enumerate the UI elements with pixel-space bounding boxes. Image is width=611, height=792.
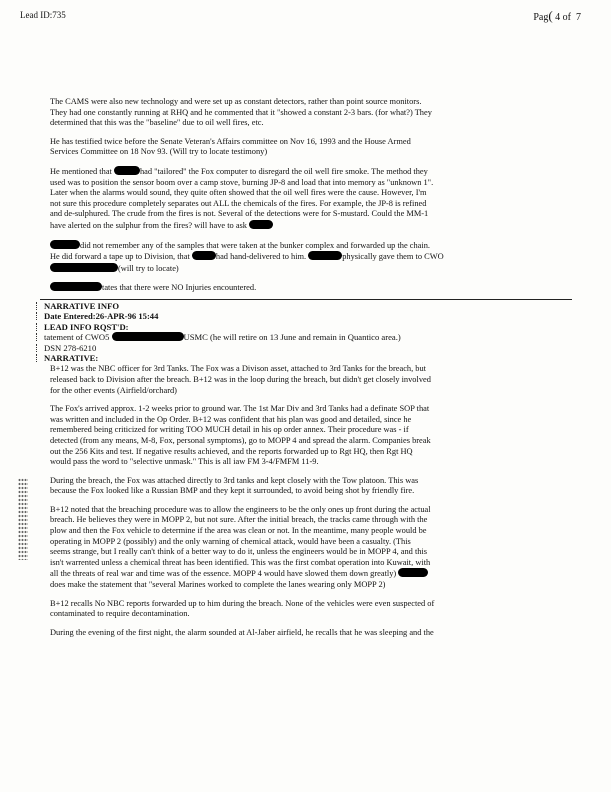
text-fragment: tates that there were NO Injuries encountered.: [102, 283, 257, 293]
statement-line-start: tatement of CWO5: [44, 332, 110, 343]
text-line: was written and included in the Op Order. B+12 was confident that his plan was good and detailed, since he: [50, 414, 412, 424]
scan-mark: [36, 302, 42, 310]
redaction: [192, 251, 216, 260]
redaction: [50, 263, 118, 272]
text-fragment: did not remember any of the samples that were taken at the bunker complex and forwarded up the chain.: [80, 240, 430, 250]
text-line: operating in MOPP 2 (possibly) and the only warning of chemical attack, would have been a casualty. (This: [50, 536, 411, 546]
page-total: 7: [576, 12, 581, 23]
narrative-paragraph: [50, 404, 570, 468]
redaction: [249, 220, 273, 229]
text-line: They had one constantly running at RHQ and he commented that it "showed a constant 2-3 bars. (for what?) They: [50, 107, 432, 117]
text-line: does make the statement that "several Marines worked to complete the lanes wearing only MOPP 2): [50, 580, 386, 590]
text-fragment: have alerted on the sulphur from the fires? will have to ask: [50, 220, 247, 230]
text-line: During the breach, the Fox was attached directly to 3rd tanks and kept closely with the Tow platoon. This was: [50, 475, 419, 485]
redaction: [308, 251, 342, 260]
page-current: 4: [555, 12, 561, 23]
text-line: B+12 noted that the breaching procedure was to allow the engineers to be the only ones up front during the actual: [50, 504, 431, 514]
scan-speckle: [18, 478, 28, 560]
page-mark: (: [548, 8, 553, 23]
text-line: not sure this procedure completely separates out ALL the chemicals of the fires. For example, the JP-8 is refined: [50, 198, 427, 208]
section-divider: [40, 299, 572, 300]
narrative-paragraph: [50, 628, 570, 639]
paragraph-samples: [50, 240, 570, 275]
narrative-paragraph: [50, 364, 570, 396]
paragraph-testimony: [50, 137, 570, 158]
text-line: for the other events (Airfield/orchard): [50, 385, 177, 395]
text-line: contaminated to require decontamination.: [50, 609, 190, 619]
date-entered: Date Entered:26-APR-96 15:44: [44, 311, 159, 322]
dsn-number: DSN 278-6210: [44, 342, 97, 353]
text-line: would pass the word to "selective unmask." This is all iaw FM 3-4/FMFM 11-9.: [50, 457, 319, 467]
text-line: released back to Division after the breach. B+12 was in the loop during the breach, but didn't get closely involved: [50, 374, 431, 384]
text-line: He has testified twice before the Senate Veteran's Affairs committee on Nov 16, 1993 and the House Armed: [50, 136, 411, 146]
narrative-paragraph: [50, 505, 570, 591]
document-body: [44, 97, 570, 646]
scan-mark: [36, 323, 42, 331]
narrative-body: [50, 364, 570, 638]
narrative-info-heading: NARRATIVE INFO: [44, 300, 120, 311]
redaction: [114, 166, 140, 175]
scan-mark: [36, 354, 42, 362]
text-fragment: He mentioned that: [50, 166, 112, 176]
text-line: seems strange, but I really can't think of a better way to do it, unless the engineers would be in MOPP 4, and this: [50, 547, 428, 557]
scan-mark: [36, 344, 42, 352]
text-fragment: physically gave them to CWO: [342, 252, 444, 262]
statement-line-end: USMC (he will retire on 13 June and remain in Quantico area.): [183, 332, 401, 343]
page-of: of: [562, 12, 571, 23]
text-line: The Fox's arrived approx. 1-2 weeks prior to ground war. The 1st Mar Div and 3rd Tanks had a definate SOP that: [50, 404, 430, 414]
redaction: [112, 332, 184, 341]
narrative-paragraph: [50, 599, 570, 620]
text-line: Later when the alarms would sound, they quite often showed that the oil well fires were the cause. However, I'm: [50, 188, 427, 198]
scan-mark: [36, 312, 42, 320]
text-line: plow and then the Fox vehicle to determine if the area was clean or not. In the meantime, many people would be: [50, 526, 427, 536]
text-line: and de-sulphured. The crude from the fires is not. Several of the detections were for S-mustard. Could the MM-1: [50, 209, 429, 219]
narrative-info-block: [40, 299, 570, 363]
text-line: B+12 was the NBC officer for 3rd Tanks. The Fox was a Divison asset, attached to 3rd Tanks for the breach, but: [50, 364, 427, 374]
text-line: because the Fox looked like a Russian BMP and they kept it surrounded, to avoid being shot by friendly fire.: [50, 486, 415, 496]
scan-mark: [36, 333, 42, 341]
lead-id: Lead ID:735: [20, 10, 66, 20]
text-line: During the evening of the first night, the alarm sounded at Al-Jaber airfield, he recalls that he was sleeping and the: [50, 627, 434, 637]
paragraph-cams: [50, 97, 570, 129]
text-line: breach. He believes they were in MOPP 2, but not sure. After the initial breach, the tracks came through with the: [50, 515, 428, 525]
text-line: B+12 recalls No NBC reports forwarded up to him during the breach. None of the vehicles were even suspected of: [50, 598, 435, 608]
text-fragment: had hand-delivered to him.: [215, 252, 307, 262]
redaction: [398, 568, 428, 577]
lead-info-requested: LEAD INFO RQST'D:: [44, 321, 129, 332]
page-prefix: Pag: [533, 12, 549, 23]
narrative-paragraph: [50, 476, 570, 497]
redaction: [50, 282, 102, 291]
redaction: [50, 240, 80, 249]
text-fragment: He did forward a tape up to Division, that: [50, 252, 190, 262]
text-line: Services Committee on 18 Nov 93. (Will try to locate testimony): [50, 147, 268, 157]
narrative-label: NARRATIVE:: [44, 352, 99, 363]
text-fragment: all the threats of real war and time was of the essence. MOPP 4 would have slowed them down greatly): [50, 569, 397, 579]
text-fragment: had "tailored" the Fox computer to disregard the oil well fire smoke. The method they: [139, 166, 428, 176]
page-number: [533, 8, 581, 24]
text-line: isn't warrented unless a chemical threat has been identified. This was the first combat operation into Kuwait, with: [50, 557, 431, 567]
text-line: remembered being criticized for writing TOO MUCH detail in his op order annex. Their procedure was - if: [50, 425, 409, 435]
text-line: used was to position the sensor boom over a camp stove, burning JP-8 and load that into memory as "unknown 1".: [50, 177, 434, 187]
text-line: out the 256 Kits and test. If negative results achieved, and the reports forwarded up to Rgt HQ, then Rgt HQ: [50, 446, 413, 456]
paragraph-fox-computer: [50, 166, 570, 232]
text-line: The CAMS were also new technology and were set up as constant detectors, rather than point source monitors.: [50, 97, 422, 106]
text-line: determined that this was the "baseline" due to oil well fires, etc.: [50, 118, 264, 128]
text-fragment: (will try to locate): [118, 263, 179, 273]
text-line: detected (from any means, M-8, Fox, personal symptoms), go to MOPP 4 and spread the alarm. Companies break: [50, 435, 431, 445]
